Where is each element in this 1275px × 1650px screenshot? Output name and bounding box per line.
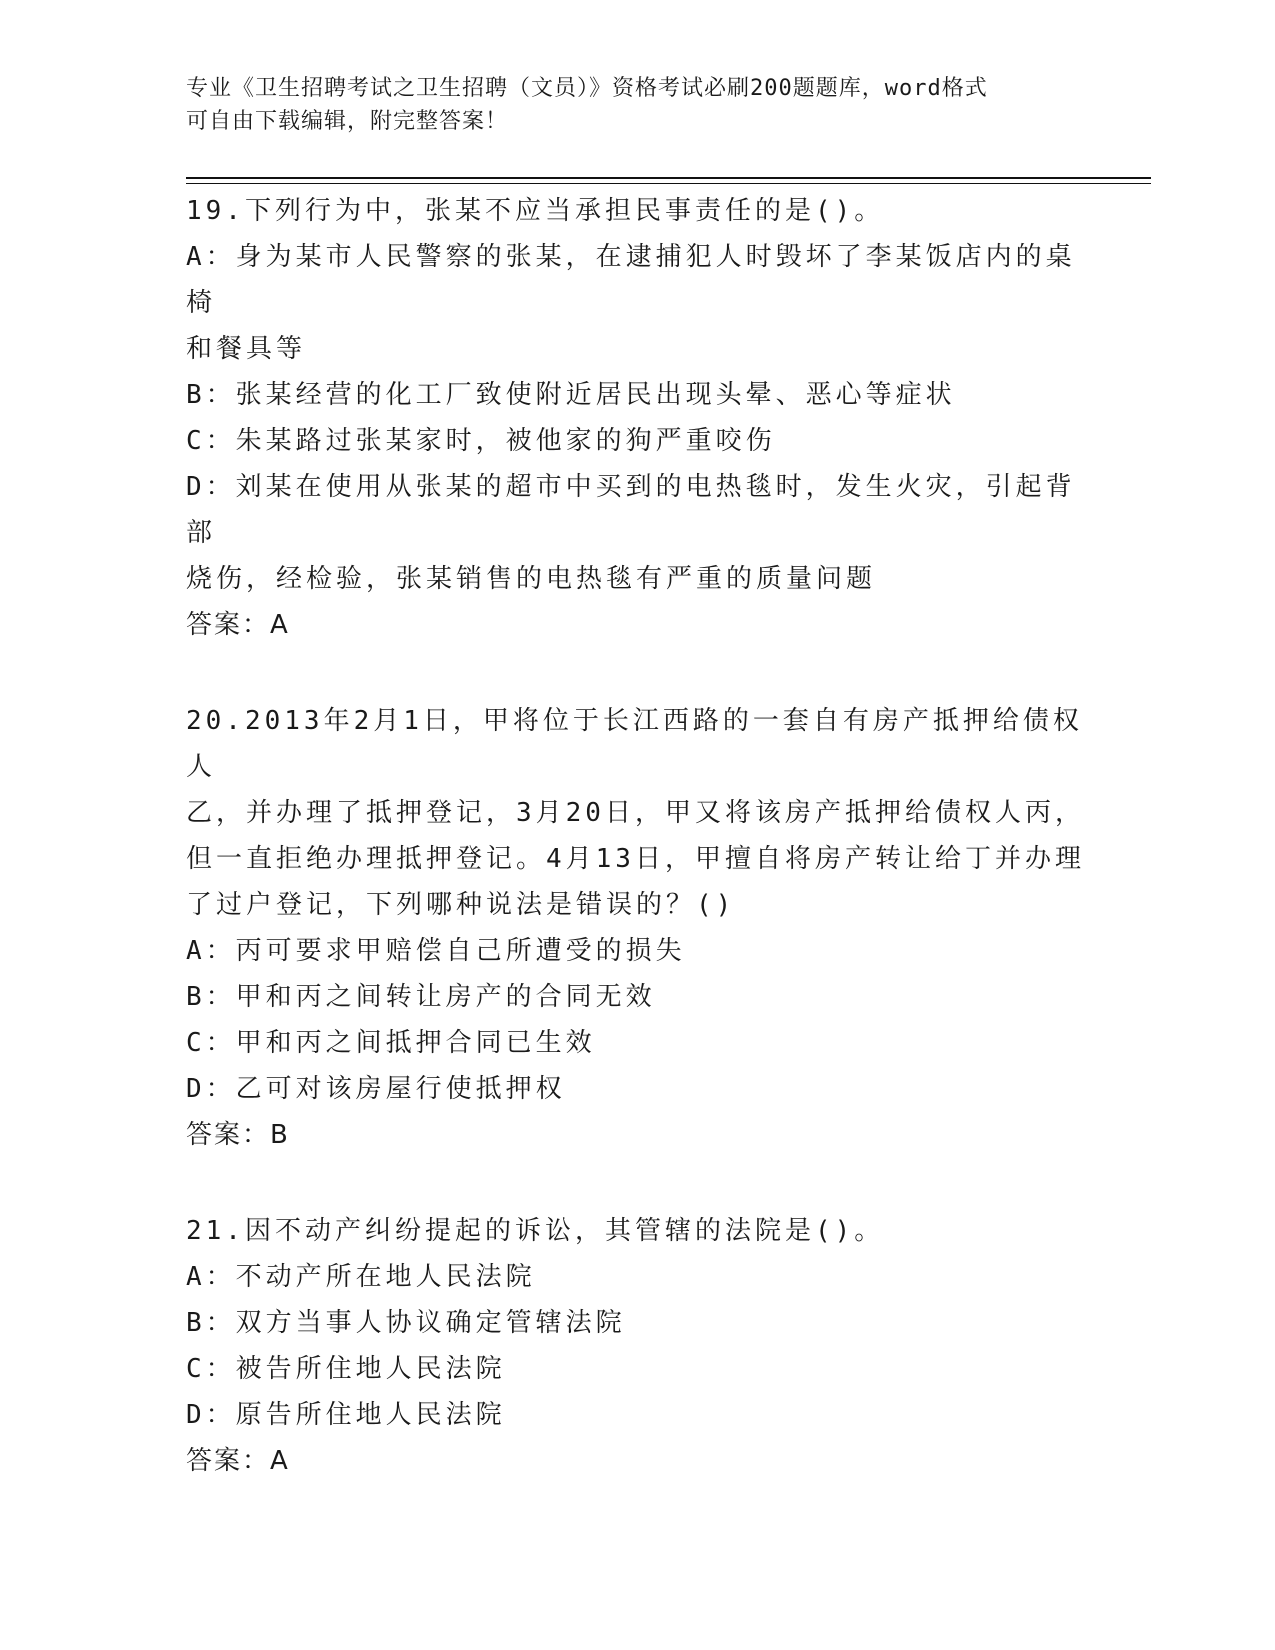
answer: 答案：A (186, 1446, 290, 1476)
option-b: B：双方当事人协议确定管辖法院 (186, 1308, 626, 1338)
question-stem: 20.2013年2月1日，甲将位于长江西路的一套自有房产抵押给债权人 (186, 706, 1083, 782)
option-c: C：被告所住地人民法院 (186, 1354, 506, 1384)
option-a: A：不动产所在地人民法院 (186, 1262, 536, 1292)
header-line-1: 专业《卫生招聘考试之卫生招聘（文员）》资格考试必刷200题题库，word格式 (186, 76, 988, 101)
question-stem: 21.因不动产纠纷提起的诉讼，其管辖的法院是()。 (186, 1216, 885, 1246)
question-21 (186, 1208, 1086, 1484)
answer: 答案：A (186, 610, 290, 640)
question-stem-cont: 但一直拒绝办理抵押登记。4月13日，甲擅自将房产转让给丁并办理 (186, 844, 1085, 874)
option-a: A：丙可要求甲赔偿自己所遭受的损失 (186, 936, 686, 966)
header-rule-thin (186, 183, 1151, 184)
question-19 (186, 188, 1086, 648)
question-20 (186, 698, 1086, 1158)
option-a: A：身为某市人民警察的张某，在逮捕犯人时毁坏了李某饭店内的桌椅 (186, 242, 1076, 318)
question-list (186, 188, 1086, 1534)
option-d-cont: 烧伤，经检验，张某销售的电热毯有严重的质量问题 (186, 564, 877, 594)
option-c: C：甲和丙之间抵押合同已生效 (186, 1028, 596, 1058)
answer: 答案：B (186, 1120, 290, 1150)
question-stem-cont: 乙，并办理了抵押登记，3月20日，甲又将该房产抵押给债权人丙， (186, 798, 1085, 828)
question-stem-cont: 了过户登记，下列哪种说法是错误的？() (186, 890, 736, 920)
option-a-cont: 和餐具等 (186, 334, 307, 364)
option-d: D：原告所住地人民法院 (186, 1400, 506, 1430)
document-header (186, 72, 1086, 138)
header-line-2: 可自由下载编辑，附完整答案！ (186, 109, 509, 134)
option-c: C：朱某路过张某家时，被他家的狗严重咬伤 (186, 426, 776, 456)
option-b: B：张某经营的化工厂致使附近居民出现头晕、恶心等症状 (186, 380, 956, 410)
question-stem: 19.下列行为中，张某不应当承担民事责任的是()。 (186, 196, 885, 226)
header-rule-thick (186, 177, 1151, 179)
option-d: D：乙可对该房屋行使抵押权 (186, 1074, 566, 1104)
option-d: D：刘某在使用从张某的超市中买到的电热毯时，发生火灾，引起背部 (186, 472, 1076, 548)
option-b: B：甲和丙之间转让房产的合同无效 (186, 982, 656, 1012)
